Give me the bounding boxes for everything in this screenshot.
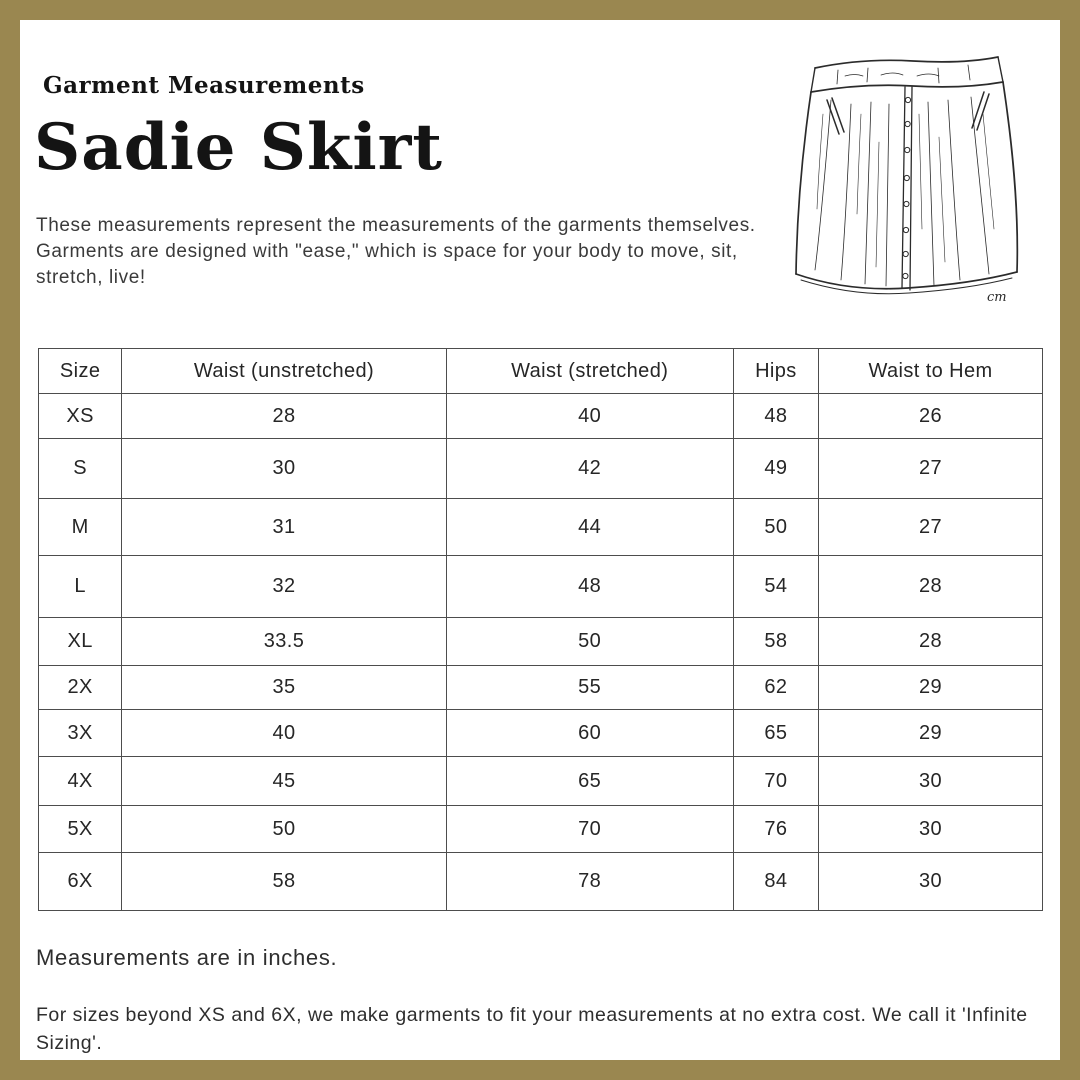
measurement-cell: 70 bbox=[446, 806, 733, 853]
measurement-cell: 58 bbox=[733, 618, 818, 666]
measurement-cell: 30 bbox=[819, 853, 1043, 911]
skirt-illustration bbox=[792, 42, 1024, 308]
table-header bbox=[39, 349, 1043, 394]
measurement-cell: 60 bbox=[446, 710, 733, 757]
column-header: Waist (stretched) bbox=[446, 349, 733, 394]
measurement-cell: 40 bbox=[446, 394, 733, 439]
measurement-cell: 50 bbox=[733, 499, 818, 556]
table-row bbox=[39, 666, 1043, 710]
measurement-cell: 30 bbox=[122, 439, 446, 499]
measurement-cell: 27 bbox=[819, 499, 1043, 556]
intro-paragraph: These measurements represent the measurements of the garments themselves. Garments are designed with "ease," which is space for your body to move, sit, stretch, live! bbox=[36, 215, 756, 288]
measurement-cell: 50 bbox=[122, 806, 446, 853]
measurement-cell: 35 bbox=[122, 666, 446, 710]
column-header: Waist (unstretched) bbox=[122, 349, 446, 394]
page-title: Sadie Skirt bbox=[34, 110, 443, 185]
column-header: Hips bbox=[733, 349, 818, 394]
table-row bbox=[39, 556, 1043, 618]
measurement-cell: 65 bbox=[733, 710, 818, 757]
size-cell: 6X bbox=[39, 853, 122, 911]
table-row bbox=[39, 439, 1043, 499]
measurement-cell: 84 bbox=[733, 853, 818, 911]
measurement-cell: 29 bbox=[819, 710, 1043, 757]
size-cell: XS bbox=[39, 394, 122, 439]
measurement-cell: 70 bbox=[733, 757, 818, 806]
table-row bbox=[39, 710, 1043, 757]
size-cell: M bbox=[39, 499, 122, 556]
measurement-cell: 29 bbox=[819, 666, 1043, 710]
measurement-cell: 62 bbox=[733, 666, 818, 710]
measurement-cell: 28 bbox=[819, 618, 1043, 666]
measurement-cell: 55 bbox=[446, 666, 733, 710]
measurement-cell: 30 bbox=[819, 757, 1043, 806]
size-cell: L bbox=[39, 556, 122, 618]
size-cell: XL bbox=[39, 618, 122, 666]
measurement-cell: 30 bbox=[819, 806, 1043, 853]
column-header: Size bbox=[39, 349, 122, 394]
header-row bbox=[39, 349, 1043, 394]
column-header: Waist to Hem bbox=[819, 349, 1043, 394]
measurement-cell: 65 bbox=[446, 757, 733, 806]
measurement-cell: 58 bbox=[122, 853, 446, 911]
table-row bbox=[39, 806, 1043, 853]
size-cell: 2X bbox=[39, 666, 122, 710]
artist-signature: cm bbox=[987, 290, 1007, 305]
units-note: Measurements are in inches. bbox=[36, 945, 338, 970]
skirt-sketch-svg bbox=[792, 42, 1024, 308]
page bbox=[20, 20, 1060, 1060]
measurement-cell: 33.5 bbox=[122, 618, 446, 666]
measurement-cell: 42 bbox=[446, 439, 733, 499]
measurement-cell: 31 bbox=[122, 499, 446, 556]
measurement-cell: 48 bbox=[733, 394, 818, 439]
table-row bbox=[39, 394, 1043, 439]
measurement-cell: 44 bbox=[446, 499, 733, 556]
measurement-cell: 45 bbox=[122, 757, 446, 806]
measurement-cell: 28 bbox=[819, 556, 1043, 618]
table-row bbox=[39, 757, 1043, 806]
measurement-cell: 50 bbox=[446, 618, 733, 666]
table-body bbox=[39, 394, 1043, 911]
measurement-cell: 32 bbox=[122, 556, 446, 618]
measurement-cell: 48 bbox=[446, 556, 733, 618]
section-kicker: Garment Measurements bbox=[43, 72, 365, 99]
table-row bbox=[39, 853, 1043, 911]
size-cell: 4X bbox=[39, 757, 122, 806]
table-row bbox=[39, 618, 1043, 666]
table-row bbox=[39, 499, 1043, 556]
measurement-cell: 78 bbox=[446, 853, 733, 911]
size-cell: 3X bbox=[39, 710, 122, 757]
measurement-cell: 27 bbox=[819, 439, 1043, 499]
measurement-cell: 76 bbox=[733, 806, 818, 853]
measurement-cell: 28 bbox=[122, 394, 446, 439]
size-table bbox=[38, 348, 1043, 911]
size-cell: 5X bbox=[39, 806, 122, 853]
infinite-sizing-note: For sizes beyond XS and 6X, we make garments to fit your measurements at no extra cost. We call it 'Infinite Sizing'. bbox=[36, 1004, 1028, 1054]
measurement-cell: 49 bbox=[733, 439, 818, 499]
measurement-cell: 54 bbox=[733, 556, 818, 618]
measurement-cell: 26 bbox=[819, 394, 1043, 439]
size-cell: S bbox=[39, 439, 122, 499]
measurement-cell: 40 bbox=[122, 710, 446, 757]
